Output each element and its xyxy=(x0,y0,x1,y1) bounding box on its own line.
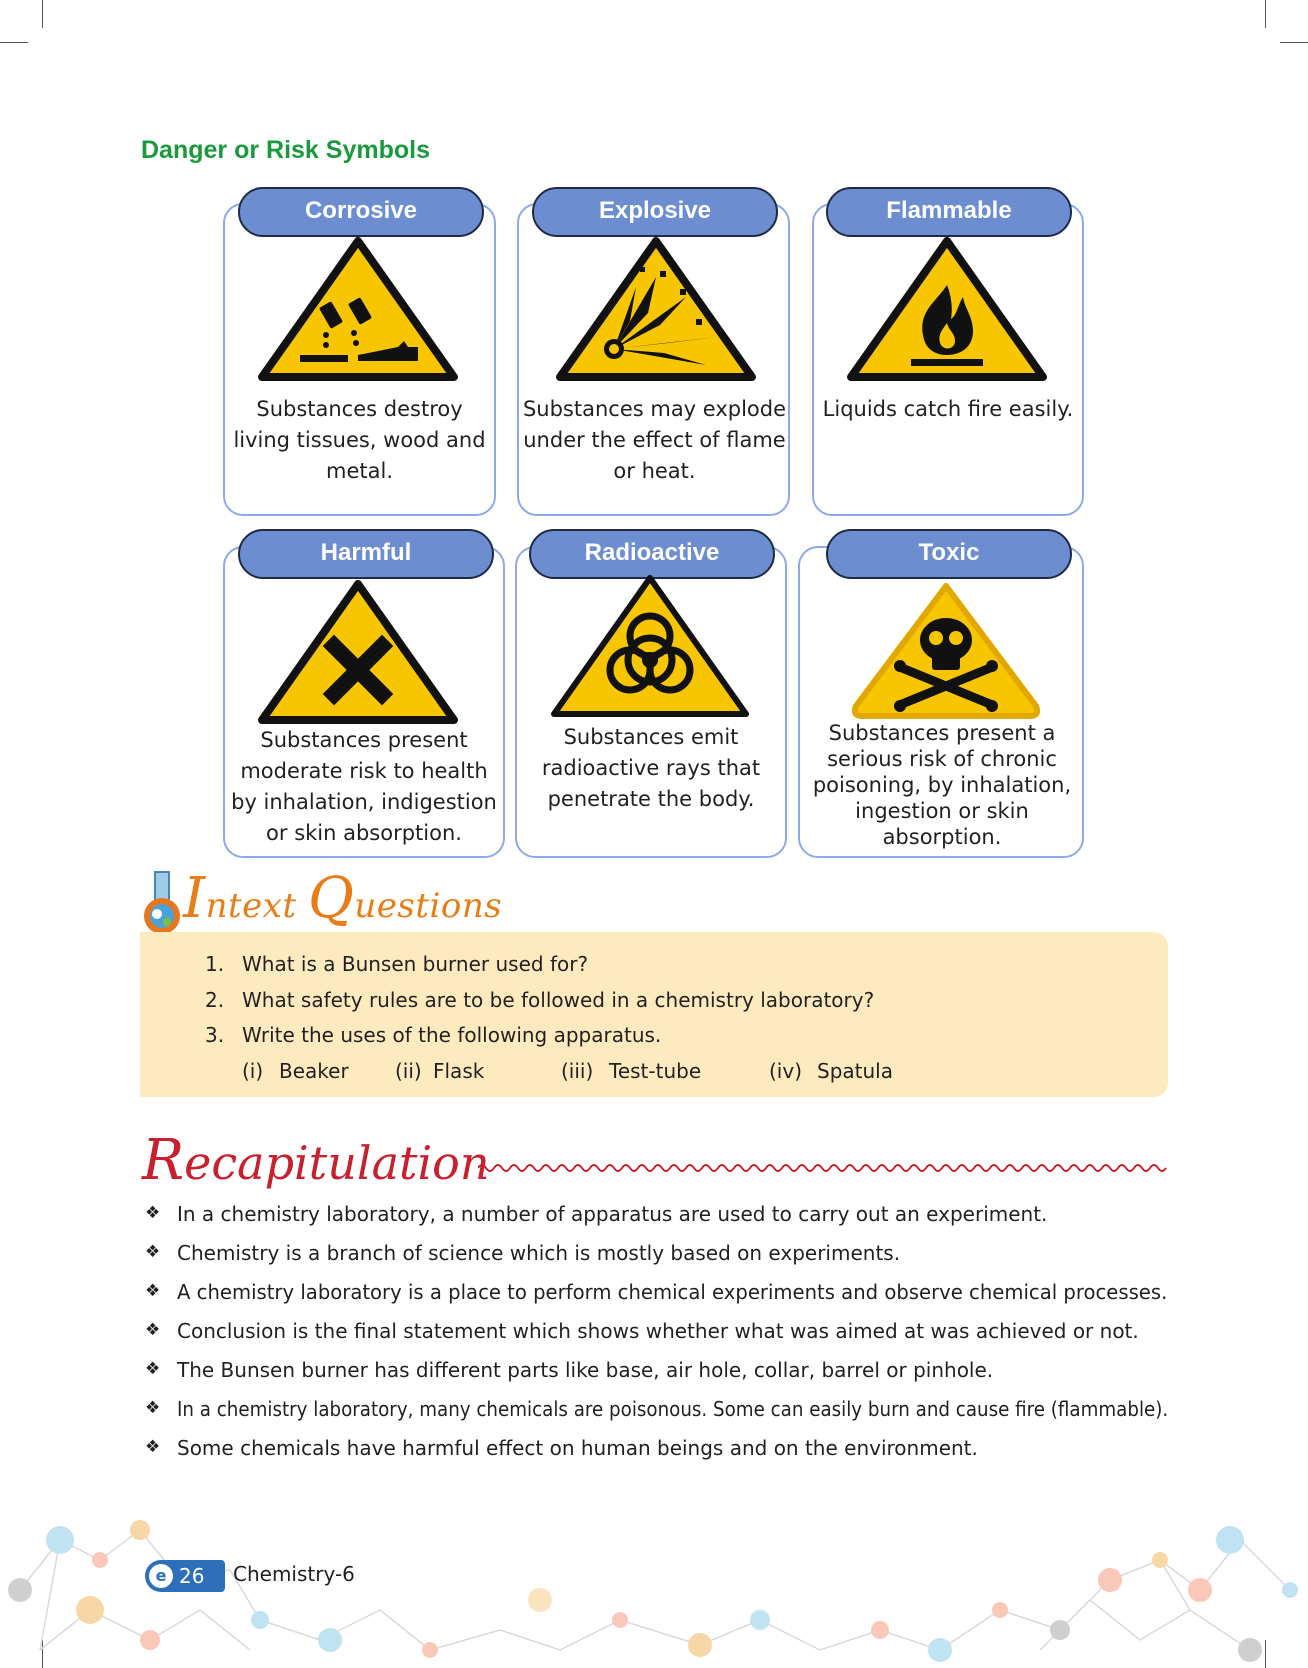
recap-item-text: A chemistry laboratory is a place to perform chemical experiments and observe chemical processes. xyxy=(177,1280,1168,1304)
crop-mark xyxy=(1280,42,1308,43)
bullet-icon: ❖ xyxy=(145,1398,161,1418)
apparatus-item: (iii) Test-tube xyxy=(561,1059,702,1083)
symbol-description-harmful: Substances present moderate risk to health by inhalation, indigestion or skin absorption. xyxy=(231,728,497,845)
symbol-description-explosive: Substances may explode under the effect of flame or heat. xyxy=(522,397,787,483)
symbol-label-toxic: Toxic xyxy=(826,529,1072,579)
crop-mark xyxy=(1265,0,1266,28)
symbol-description-radioactive: Substances emit radioactive rays that penetrate the body. xyxy=(541,725,761,811)
bullet-icon: ❖ xyxy=(145,1320,161,1340)
page-number-badge: e 26 xyxy=(145,1560,225,1592)
page-icon: e xyxy=(149,1564,173,1588)
bullet-icon: ❖ xyxy=(145,1203,161,1223)
symbol-label-flammable: Flammable xyxy=(826,187,1072,237)
symbol-description-toxic: Substances present a serious risk of chronic poisoning, by inhalation, ingestion or skin absorption. xyxy=(812,721,1072,849)
corrosive-icon xyxy=(258,237,458,383)
skull-crossbones-icon xyxy=(846,580,1046,726)
symbol-label-radioactive: Radioactive xyxy=(529,529,775,579)
book-title: Chemistry-6 xyxy=(233,1562,355,1586)
intext-questions-title: Intext Questions xyxy=(183,866,503,931)
harmful-icon xyxy=(258,580,458,726)
crop-mark xyxy=(0,42,28,43)
symbol-description-corrosive: Substances destroy living tissues, wood and metal. xyxy=(233,397,486,483)
recapitulation-title: Recapitulation xyxy=(142,1128,490,1193)
apparatus-item: (ii) Flask xyxy=(395,1059,485,1083)
bullet-icon: ❖ xyxy=(145,1437,161,1457)
section-title: Danger or Risk Symbols xyxy=(141,136,430,164)
apparatus-item: (i) Beaker xyxy=(242,1059,349,1083)
flammable-icon xyxy=(847,237,1047,383)
symbol-label-explosive: Explosive xyxy=(532,187,778,237)
recap-item-text: Chemistry is a branch of science which is mostly based on experiments. xyxy=(177,1241,901,1265)
recap-item-text: In a chemistry laboratory, a number of apparatus are used to carry out an experiment. xyxy=(177,1202,1048,1226)
bullet-icon: ❖ xyxy=(145,1359,161,1379)
recap-item-text: Conclusion is the final statement which shows whether what was aimed at was achieved or not. xyxy=(177,1319,1139,1343)
bullet-icon: ❖ xyxy=(145,1281,161,1301)
explosive-icon xyxy=(556,237,756,383)
flask-icon xyxy=(139,870,185,938)
recap-item-text: Some chemicals have harmful effect on human beings and on the environment. xyxy=(177,1436,978,1460)
recap-item-text: In a chemistry laboratory, many chemicals are poisonous. Some can easily burn and cause fire (flammable). xyxy=(177,1397,1169,1421)
symbol-label-corrosive: Corrosive xyxy=(238,187,484,237)
symbol-description-flammable: Liquids catch fire easily. xyxy=(822,397,1074,421)
biohazard-icon xyxy=(550,574,750,720)
symbol-label-harmful: Harmful xyxy=(238,529,494,579)
decorative-squiggle xyxy=(478,1156,1170,1180)
apparatus-item: (iv) Spatula xyxy=(769,1059,893,1083)
recap-item-text: The Bunsen burner has different parts like base, air hole, collar, barrel or pinhole. xyxy=(177,1358,994,1382)
bullet-icon: ❖ xyxy=(145,1242,161,1262)
crop-mark xyxy=(42,0,43,28)
